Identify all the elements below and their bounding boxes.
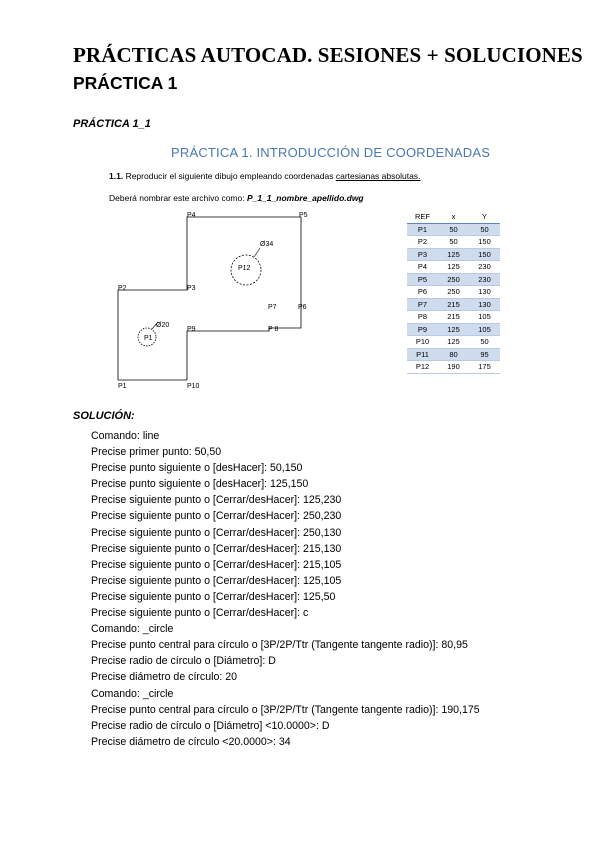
command-line: Precise siguiente punto o [Cerrar/desHacer]: 215,130 [91,542,342,555]
filename-line [109,193,364,203]
cell-y: 130 [469,286,500,299]
cell-ref: P4 [407,261,438,274]
label-p2: P2 [118,285,127,292]
cell-y: 230 [469,261,500,274]
command-line: Precise siguiente punto o [Cerrar/desHacer]: 125,50 [91,590,336,603]
instruction-text: Reproducir el siguiente dibujo empleando coordenadas [125,171,336,181]
command-line: Precise siguiente punto o [Cerrar/desHacer]: 250,230 [91,510,342,523]
table-row [407,348,500,361]
label-p3: P3 [187,285,196,292]
cell-y: 150 [469,248,500,261]
label-dia34: Ø34 [260,241,274,248]
command-line: Precise punto central para círculo o [3P/2P/Ttr (Tangente tangente radio)]: 190,175 [91,703,480,716]
cell-x: 250 [438,286,469,299]
cell-y: 50 [469,223,500,236]
filename: P_1_1_nombre_apellido.dwg [246,193,364,203]
cell-ref: P5 [407,273,438,286]
label-p7: P7 [268,304,277,311]
label-p1: P1 [118,383,127,390]
cell-x: 50 [438,236,469,249]
figure-title: PRÁCTICA 1. INTRODUCCIÓN DE COORDENADAS [171,145,491,160]
table-row [407,286,500,299]
table-row [407,361,500,374]
cell-ref: P2 [407,236,438,249]
cell-y: 175 [469,361,500,374]
cell-y: 105 [469,311,500,324]
command-line: Precise punto siguiente o [desHacer]: 125,150 [91,478,309,491]
cell-ref: P12 [407,361,438,374]
table-row [407,336,500,349]
cell-x: 190 [438,361,469,374]
command-line: Precise punto siguiente o [desHacer]: 50,150 [91,462,303,475]
cell-x: 80 [438,348,469,361]
command-line: Precise siguiente punto o [Cerrar/desHacer]: 250,130 [91,526,342,539]
table-row [407,261,500,274]
table-row [407,311,500,324]
header-ref: REF [407,211,438,223]
cell-x: 125 [438,323,469,336]
cell-ref: P6 [407,286,438,299]
command-line: Precise radio de círculo o [Diámetro]: D [91,655,276,668]
cell-x: 125 [438,248,469,261]
label-p12: P12 [238,265,251,272]
table-row [407,273,500,286]
cell-ref: P9 [407,323,438,336]
large-dim-leader [254,248,260,257]
practice-heading: PRÁCTICA 1 [73,73,178,93]
cell-y: 150 [469,236,500,249]
table-row [407,323,500,336]
command-line: Precise primer punto: 50,50 [91,446,222,459]
label-p8: P 8 [268,326,279,333]
command-line: Precise siguiente punto o [Cerrar/desHacer]: 215,105 [91,558,342,571]
label-p9: P9 [187,326,196,333]
cell-y: 50 [469,336,500,349]
instruction-number: 1.1. [109,171,124,181]
command-line: Comando: _circle [91,687,174,700]
command-line: Precise radio de círculo o [Diámetro] <10.0000>: D [91,719,330,732]
cell-y: 230 [469,273,500,286]
coordinates-table [407,211,500,374]
instruction-underlined: cartesianas absolutas. [335,171,421,181]
command-line: Precise siguiente punto o [Cerrar/desHacer]: 125,230 [91,494,342,507]
label-dia20: Ø20 [156,322,170,329]
cell-y: 105 [469,323,500,336]
command-line: Precise siguiente punto o [Cerrar/desHacer]: c [91,607,309,620]
table-header-row [407,211,500,223]
table-row [407,248,500,261]
cell-ref: P1 [407,223,438,236]
cell-ref: P10 [407,336,438,349]
command-line: Precise siguiente punto o [Cerrar/desHacer]: 125,105 [91,574,342,587]
table-row [407,223,500,236]
instruction-line [109,171,420,181]
cell-x: 215 [438,298,469,311]
document-title: PRÁCTICAS AUTOCAD. SESIONES + SOLUCIONES [73,43,583,67]
command-line: Comando: _circle [91,623,174,636]
cell-x: 50 [438,223,469,236]
cell-x: 250 [438,273,469,286]
cell-x: 125 [438,336,469,349]
command-line: Precise punto central para círculo o [3P/2P/Ttr (Tangente tangente radio)]: 80,95 [91,639,468,652]
label-p11: P1 [144,335,153,342]
label-p6: P6 [298,304,307,311]
table-row [407,298,500,311]
header-y: Y [469,211,500,223]
filename-prefix: Deberá nombrar este archivo como: [109,193,247,203]
outline-polyline [118,217,301,380]
section-label: PRÁCTICA 1_1 [73,118,151,130]
cell-y: 130 [469,298,500,311]
label-p10: P10 [187,383,200,390]
solution-command-list [91,428,480,750]
cell-y: 95 [469,348,500,361]
label-p5: P5 [299,212,308,219]
solution-label: SOLUCIÓN: [73,410,135,422]
coordinate-drawing [110,210,400,390]
cell-ref: P8 [407,311,438,324]
cell-ref: P7 [407,298,438,311]
command-line: Precise diámetro de círculo <20.0000>: 34 [91,735,291,748]
label-p4: P4 [187,212,196,219]
command-line: Precise diámetro de círculo: 20 [91,671,238,684]
cell-ref: P11 [407,348,438,361]
cell-ref: P3 [407,248,438,261]
command-line: Comando: line [91,430,160,442]
cell-x: 125 [438,261,469,274]
table-row [407,236,500,249]
cell-x: 215 [438,311,469,324]
header-x: x [438,211,469,223]
